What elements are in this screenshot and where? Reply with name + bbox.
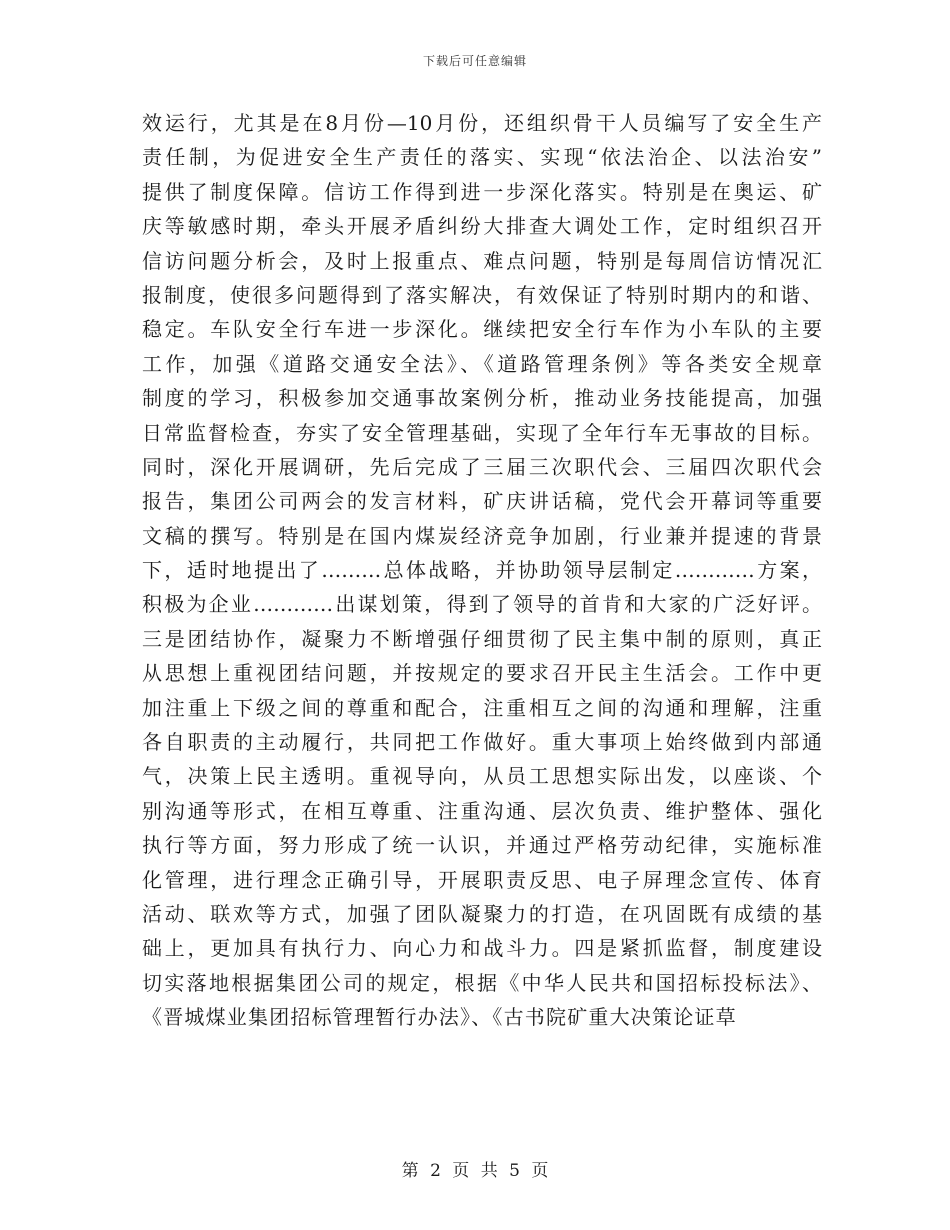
text-line: 报告，集团公司两会的发言材料，矿庆讲话稿，党代会开幕词等重要: [142, 489, 822, 514]
text-line: 稳定。车队安全行车进一步深化。继续把安全行车作为小车队的主要: [142, 317, 822, 342]
document-body: [142, 106, 822, 1035]
text-line: 下，适时地提出了………总体战略，并协助领导层制定…………方案，: [142, 558, 822, 583]
page-number-footer: 第 2 页 共 5 页: [401, 1161, 549, 1181]
text-line: 《晋城煤业集团招标管理暂行办法》、《古书院矿重大决策论证草: [142, 1005, 737, 1030]
text-line: 日常监督检查，夯实了安全管理基础，实现了全年行车无事故的目标。: [142, 420, 822, 445]
text-line: 化管理，进行理念正确引导，开展职责反思、电子屏理念宣传、体育: [142, 867, 822, 892]
text-line: 础上，更加具有执行力、向心力和战斗力。四是紧抓监督，制度建设: [142, 936, 822, 961]
text-line: 提供了制度保障。信访工作得到进一步深化落实。特别是在奥运、矿: [142, 179, 822, 204]
text-line: 活动、联欢等方式，加强了团队凝聚力的打造，在巩固既有成绩的基: [142, 901, 822, 926]
text-line: 文稿的撰写。特别是在国内煤炭经济竞争加剧，行业兼并提速的背景: [142, 523, 822, 548]
text-line: 执行等方面，努力形成了统一认识，并通过严格劳动纪律，实施标准: [142, 833, 822, 858]
text-line: 制度的学习，积极参加交通事故案例分析，推动业务技能提高，加强: [142, 386, 822, 411]
text-line: 别沟通等形式，在相互尊重、注重沟通、层次负责、维护整体、强化: [142, 798, 822, 823]
text-line: 三是团结协作，凝聚力不断增强仔细贯彻了民主集中制的原则，真正: [142, 626, 822, 651]
text-line: 效运行，尤其是在8月份—10月份，还组织骨干人员编写了安全生产: [142, 111, 822, 135]
text-line: 庆等敏感时期，牵头开展矛盾纠纷大排查大调处工作，定时组织召开: [142, 214, 822, 239]
text-line: 各自职责的主动履行，共同把工作做好。重大事项上始终做到内部通: [142, 730, 822, 755]
text-line: 切实落地根据集团公司的规定，根据《中华人民共和国招标投标法》、: [142, 970, 822, 995]
text-line: 报制度，使很多问题得到了落实解决，有效保证了特别时期内的和谐、: [142, 282, 822, 307]
text-line: 责任制，为促进安全生产责任的落实、实现“依法治企、以法治安”: [142, 145, 822, 170]
text-line: 同时，深化开展调研，先后完成了三届三次职代会、三届四次职代会: [142, 454, 822, 479]
text-line: 加注重上下级之间的尊重和配合，注重相互之间的沟通和理解，注重: [142, 695, 822, 720]
text-line: 气，决策上民主透明。重视导向，从员工思想实际出发，以座谈、个: [142, 764, 822, 789]
text-line: 工作，加强《道路交通安全法》、《道路管理条例》等各类安全规章: [142, 351, 822, 376]
text-line: 信访问题分析会，及时上报重点、难点问题，特别是每周信访情况汇: [142, 248, 822, 273]
text-line: 积极为企业…………出谋划策，得到了领导的首肯和大家的广泛好评。: [142, 592, 822, 617]
text-line: 从思想上重视团结问题，并按规定的要求召开民主生活会。工作中更: [142, 661, 822, 686]
page-header: 下载后可任意编辑: [422, 54, 527, 68]
